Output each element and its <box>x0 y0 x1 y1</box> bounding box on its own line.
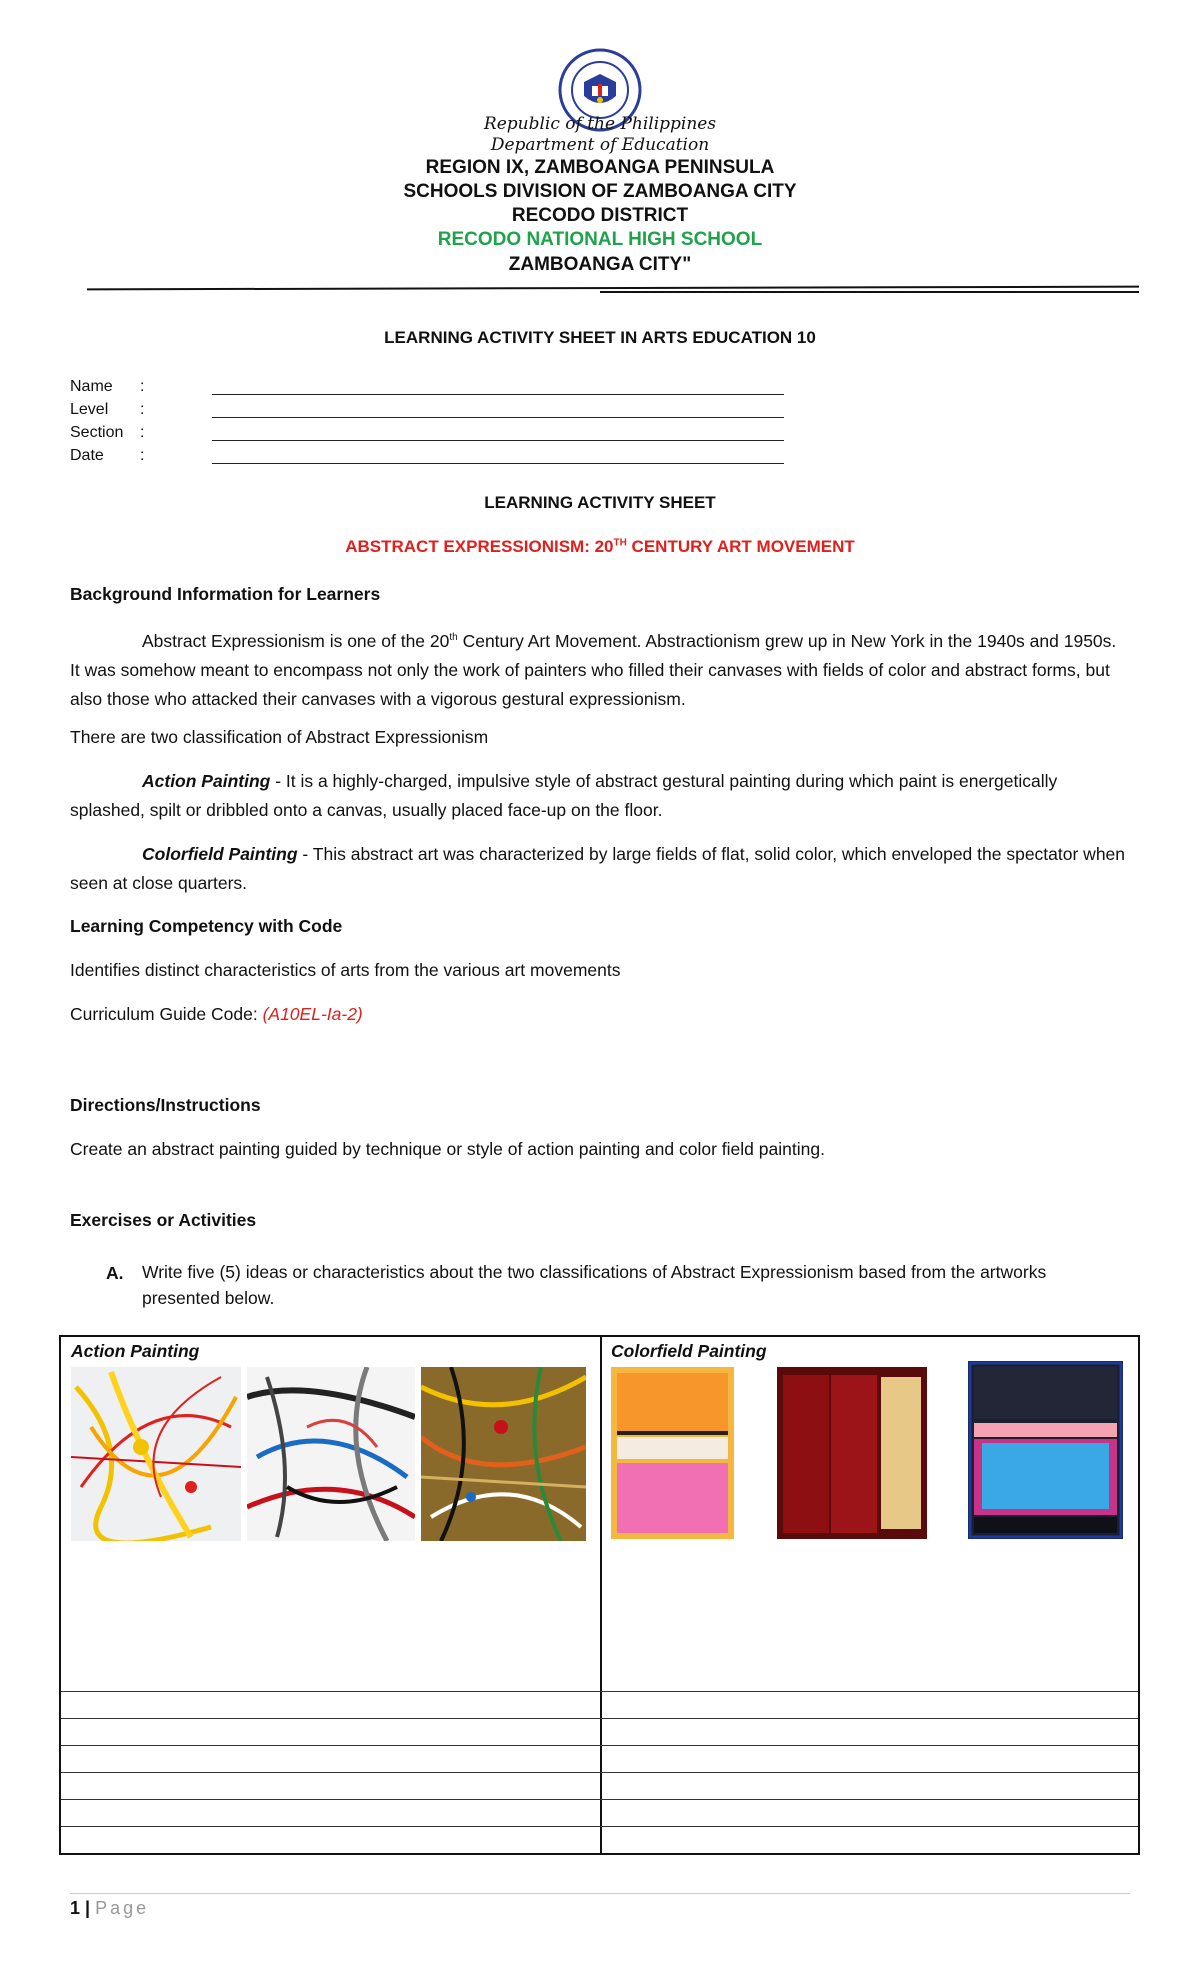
table-row-divider <box>61 1691 1138 1692</box>
action-painting-header: Action Painting <box>71 1341 200 1361</box>
table-row-divider <box>61 1718 1138 1719</box>
header-rule-2 <box>600 291 1139 293</box>
section-field[interactable]: Section : <box>70 424 790 446</box>
background-heading: Background Information for Learners <box>70 584 381 604</box>
action-painting-definition: Action Painting - It is a highly-charged, impulsive style of abstract gestural painting during which paint is energetically splashed, spilt or dribbled onto a canvas, usually placed face-up on the floor. <box>70 771 1058 820</box>
competency-text: Identifies distinct characteristics of arts from the various art movements <box>70 960 621 980</box>
header-school: RECODO NATIONAL HIGH SCHOOL <box>437 229 763 250</box>
footer-rule <box>70 1893 1130 1894</box>
action-painting-artwork-2 <box>247 1367 415 1541</box>
header-city: ZAMBOANGA CITY" <box>508 254 692 275</box>
background-paragraph: Abstract Expressionism is one of the 20th Century Art Movement. Abstractionism grew up in New York in the 1940s and 1950s. It was somehow meant to encompass not only the work of painters who filled their canvases with fields of color and abstract forms, but also those who attacked their canvases with a vigorous gestural expressionism. <box>70 630 1117 709</box>
exercise-letter: A. <box>106 1263 124 1283</box>
exercises-heading: Exercises or Activities <box>70 1210 257 1230</box>
section-line[interactable] <box>212 440 784 441</box>
level-field[interactable]: Level : <box>70 401 790 423</box>
level-line[interactable] <box>212 417 784 418</box>
classification-text: There are two classification of Abstract Expressionism <box>70 727 489 747</box>
directions-text: Create an abstract painting guided by technique or style of action painting and color field painting. <box>70 1139 825 1159</box>
colorfield-painting-header: Colorfield Painting <box>611 1341 767 1361</box>
table-row-divider <box>61 1772 1138 1773</box>
doc-title: LEARNING ACTIVITY SHEET IN ARTS EDUCATION 10 <box>384 328 816 347</box>
header-district: RECODO DISTRICT <box>511 205 689 226</box>
table-row-divider <box>61 1826 1138 1827</box>
header-rule <box>87 286 1139 291</box>
table-row-divider <box>61 1799 1138 1800</box>
action-painting-artwork-1 <box>71 1367 241 1541</box>
header-region: REGION IX, ZAMBOANGA PENINSULA <box>425 157 775 178</box>
action-painting-artwork-3 <box>421 1367 586 1541</box>
exercise-instruction: Write five (5) ideas or characteristics about the two classifications of Abstract Expressionism based from the artworks presented below. <box>142 1262 1047 1308</box>
header-division: SCHOOLS DIVISION OF ZAMBOANGA CITY <box>403 181 797 202</box>
date-field[interactable]: Date : <box>70 447 790 469</box>
activity-table <box>59 1335 1140 1855</box>
colorfield-painting-artwork-3 <box>968 1361 1123 1539</box>
directions-heading: Directions/Instructions <box>70 1095 261 1115</box>
table-row-divider <box>61 1745 1138 1746</box>
colorfield-painting-definition: Colorfield Painting - This abstract art was characterized by large fields of flat, solid color, which enveloped the spectator when seen at close quarters. <box>70 844 1126 893</box>
name-line[interactable] <box>212 394 784 395</box>
date-line[interactable] <box>212 463 784 464</box>
sheet-title: LEARNING ACTIVITY SHEET <box>484 493 716 512</box>
name-field[interactable]: Name : <box>70 378 790 400</box>
colorfield-painting-artwork-2 <box>777 1367 927 1539</box>
header-department: Department of Education <box>490 135 710 155</box>
topic-title: ABSTRACT EXPRESSIONISM: 20TH CENTURY ART MOVEMENT <box>345 537 855 556</box>
curriculum-code: Curriculum Guide Code: (A10EL-Ia-2) <box>70 1004 363 1024</box>
table-column-divider <box>600 1337 602 1853</box>
page-footer: 1 | Page <box>70 1898 150 1918</box>
header-republic: Republic of the Philippines <box>483 114 717 134</box>
colorfield-painting-artwork-1 <box>611 1367 734 1539</box>
competency-heading: Learning Competency with Code <box>70 916 343 936</box>
